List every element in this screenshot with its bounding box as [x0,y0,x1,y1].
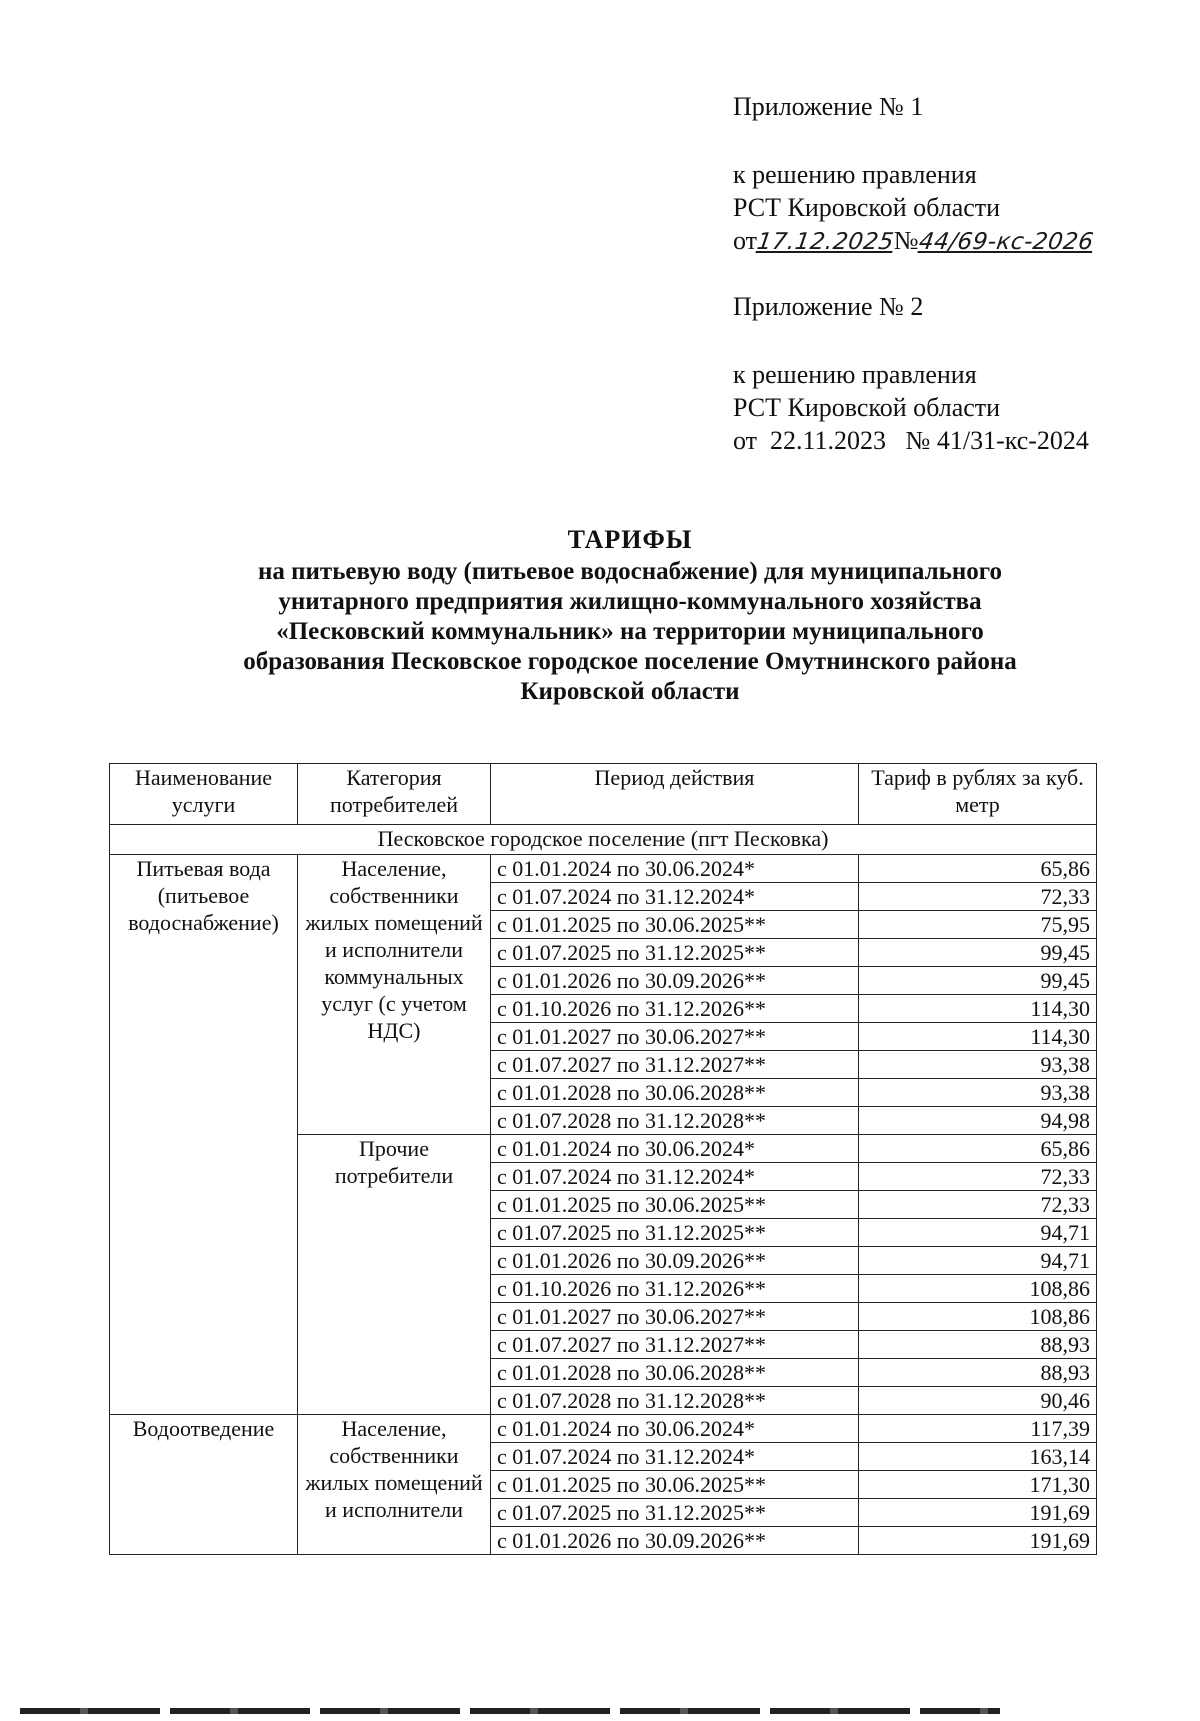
appendix-2-line1: к решению правления [733,360,977,389]
period-cell: с 01.01.2028 по 30.06.2028** [491,1359,859,1387]
period-cell: с 01.01.2026 по 30.09.2026** [491,1527,859,1555]
appendix-1-prefix: от [733,226,758,255]
document-heading [140,525,1120,707]
period-cell: с 01.07.2027 по 31.12.2027** [491,1331,859,1359]
tariffs-table [109,763,1097,1555]
period-cell: с 01.01.2024 по 30.06.2024* [491,1135,859,1163]
period-cell: с 01.07.2025 по 31.12.2025** [491,939,859,967]
tariff-cell: 75,95 [859,911,1097,939]
appendix-1-line2: РСТ Кировской области [733,193,1001,222]
table-row [110,1415,1097,1443]
tariff-cell: 90,46 [859,1387,1097,1415]
period-cell: с 01.01.2025 по 30.06.2025** [491,1191,859,1219]
table-header-row [110,764,1097,825]
heading-line-1: на питьевую воду (питьевое водоснабжение) для муниципального [257,558,1003,585]
period-cell: с 01.10.2026 по 31.12.2026** [491,1275,859,1303]
period-cell: с 01.10.2026 по 31.12.2026** [491,995,859,1023]
period-cell: с 01.01.2027 по 30.06.2027** [491,1303,859,1331]
period-cell: с 01.01.2026 по 30.09.2026** [491,967,859,995]
appendix-1-line1: к решению правления [733,160,977,189]
tariff-cell: 72,33 [859,1191,1097,1219]
heading-line-2: унитарного предприятия жилищно-коммунального хозяйства [278,588,982,615]
table-row [110,855,1097,883]
scan-edge-line [20,1708,1000,1714]
tariff-cell: 94,98 [859,1107,1097,1135]
appendix-1-decision-line [733,224,1093,259]
service-cell: Питьевая вода (питьевое водоснабжение) [110,855,298,1415]
tariff-cell: 163,14 [859,1443,1097,1471]
period-cell: с 01.01.2025 по 30.06.2025** [491,1471,859,1499]
tariff-cell: 93,38 [859,1079,1097,1107]
tariff-cell: 191,69 [859,1527,1097,1555]
tariff-cell: 191,69 [859,1499,1097,1527]
period-cell: с 01.07.2028 по 31.12.2028** [491,1107,859,1135]
period-cell: с 01.07.2028 по 31.12.2028** [491,1387,859,1415]
period-cell: с 01.01.2027 по 30.06.2027** [491,1023,859,1051]
header-period: Период действия [491,764,859,825]
heading-line-3: «Песковский коммунальник» на территории муниципального [276,618,984,645]
tariff-cell: 88,93 [859,1359,1097,1387]
tariff-cell: 94,71 [859,1219,1097,1247]
tariff-cell: 171,30 [859,1471,1097,1499]
period-cell: с 01.01.2026 по 30.09.2026** [491,1247,859,1275]
header-tariff: Тариф в рублях за куб. метр [859,764,1097,825]
tariff-cell: 88,93 [859,1331,1097,1359]
region-cell: Песковское городское поселение (пгт Песковка) [110,825,1097,855]
period-cell: с 01.07.2024 по 31.12.2024* [491,1443,859,1471]
heading-line-5: Кировской области [520,678,740,705]
period-cell: с 01.01.2024 по 30.06.2024* [491,1415,859,1443]
appendix-1-number-label: № [893,226,919,255]
tariff-cell: 65,86 [859,855,1097,883]
tariff-cell: 94,71 [859,1247,1097,1275]
period-cell: с 01.01.2028 по 30.06.2028** [491,1079,859,1107]
period-cell: с 01.01.2024 по 30.06.2024* [491,855,859,883]
tariff-cell: 114,30 [859,1023,1097,1051]
header-category: Категория потребителей [298,764,491,825]
tariff-cell: 114,30 [859,995,1097,1023]
document-title: ТАРИФЫ [567,525,693,554]
category-cell: Население, собственники жилых помещений и исполнители коммунальных услуг (с учетом НДС) [298,855,491,1135]
tariff-cell: 117,39 [859,1415,1097,1443]
period-cell: с 01.07.2024 по 31.12.2024* [491,883,859,911]
period-cell: с 01.07.2025 по 31.12.2025** [491,1219,859,1247]
tariff-cell: 72,33 [859,1163,1097,1191]
appendix-1-block [733,90,1093,259]
tariff-cell: 72,33 [859,883,1097,911]
tariff-cell: 108,86 [859,1275,1097,1303]
handwritten-date: 17.12.2025 [755,229,896,255]
header-service: Наименование услуги [110,764,298,825]
tariff-cell: 93,38 [859,1051,1097,1079]
category-cell: Прочие потребители [298,1135,491,1415]
tariff-cell: 99,45 [859,939,1097,967]
period-cell: с 01.07.2024 по 31.12.2024* [491,1163,859,1191]
category-cell: Население, собственники жилых помещений и исполнители [298,1415,491,1555]
period-cell: с 01.01.2025 по 30.06.2025** [491,911,859,939]
appendix-2-title: Приложение № 2 [733,292,924,321]
appendix-2-block [733,290,1089,457]
tariff-cell: 65,86 [859,1135,1097,1163]
appendix-2-line3: от 22.11.2023 № 41/31-кс-2024 [733,426,1089,455]
appendix-2-line2: РСТ Кировской области [733,393,1001,422]
service-cell: Водоотведение [110,1415,298,1555]
tariff-cell: 99,45 [859,967,1097,995]
period-cell: с 01.07.2025 по 31.12.2025** [491,1499,859,1527]
tariff-cell: 108,86 [859,1303,1097,1331]
appendix-1-title: Приложение № 1 [733,92,924,121]
heading-line-4: образования Песковское городское поселение Омутнинского района [243,648,1017,675]
region-row [110,825,1097,855]
period-cell: с 01.07.2027 по 31.12.2027** [491,1051,859,1079]
handwritten-number: 44/69-кс-2026 [916,229,1095,255]
